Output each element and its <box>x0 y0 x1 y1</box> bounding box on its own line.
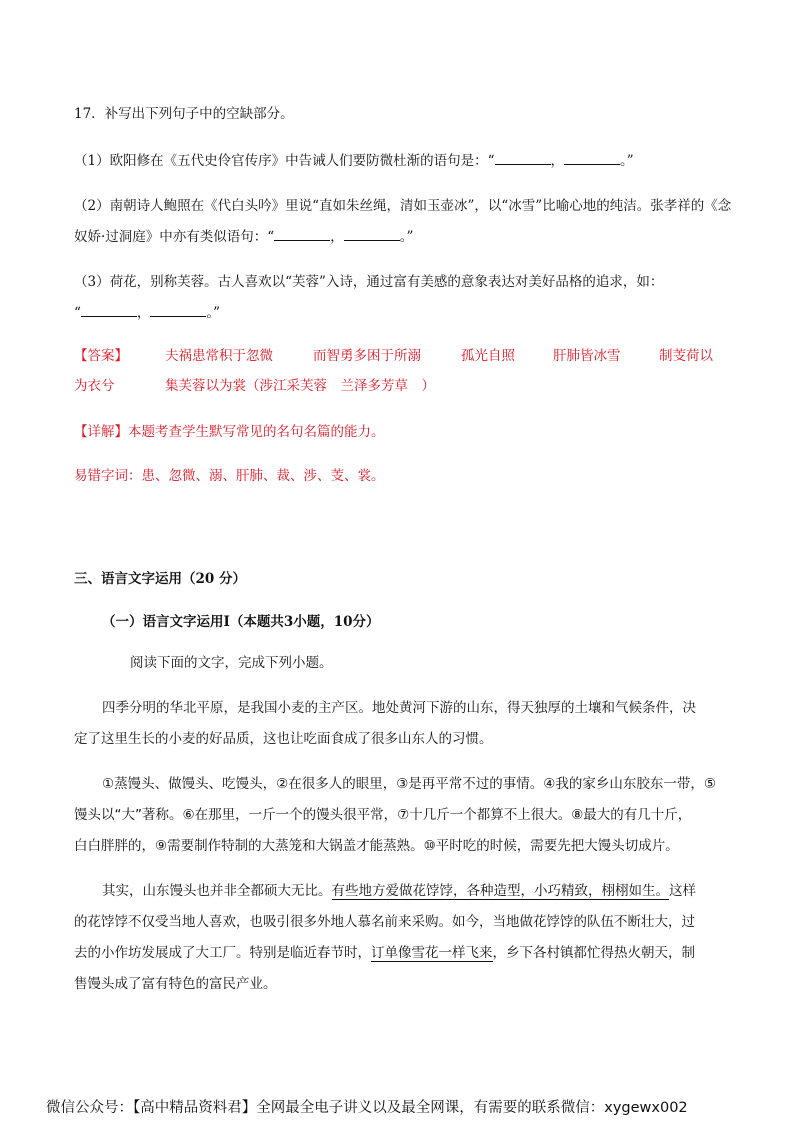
section-3-instruction: 阅读下面的文字，完成下列小题。 <box>130 655 333 671</box>
item-2-text: 奴娇·过洞庭》中亦有类似语句：“ <box>74 229 275 245</box>
question-17-item-2-line-1: （2）南朝诗人鲍照在《代白头吟》里说“直如朱丝绳，清如玉壶冰”，以“冰雪”比喻心地的纯洁。张孝祥的《念 <box>74 198 732 214</box>
comma: ， <box>550 153 564 169</box>
p3-text-a: 其实，山东馒头也并非全都硕大无比。 <box>102 883 332 899</box>
answer-label: 【答案】 <box>74 348 128 364</box>
passage-p1-line-2: 定了这里生长的小麦的好品质，这也让吃面食成了很多山东人的习惯。 <box>74 731 493 747</box>
passage-p3-line-1 <box>102 881 696 901</box>
question-17-item-2-line-2 <box>74 226 413 247</box>
passage-p2-line-1: ①蒸馒头、做馒头、吃馒头，②在很多人的眼里，③是再平常不过的事情。④我的家乡山东胶东一带，⑤ <box>102 776 717 792</box>
passage-p3-line-4: 售馒头成了富有特色的富民产业。 <box>74 976 277 992</box>
answer-line-2-b: 集芙蓉以为裳（涉江采芙蓉 兰泽多芳草 ） <box>165 378 435 394</box>
footer-watermark: 微信公众号：【高中精品资料君】全网最全电子讲义以及最全网课，有需要的联系微信：xygewx002 <box>46 1100 688 1116</box>
passage-p3-line-2: 的花饽饽不仅受当地人喜欢，也吸引很多外地人慕名前来采购。如今，当地做花饽饽的队伍不断壮大，过 <box>74 914 695 930</box>
answer-item-1: 夫祸患常积于忽微 <box>165 348 273 364</box>
answer-line-1 <box>74 346 128 366</box>
underlined-sentence: 有些地方爱做花饽饽，各种造型，小巧精致，栩栩如生。 <box>331 883 669 899</box>
fill-blank <box>150 302 206 317</box>
question-17-title: 17．补写出下列句子中的空缺部分。 <box>74 106 294 122</box>
quote-end: 。” <box>206 305 221 321</box>
p3-text-b: 这样 <box>669 883 696 899</box>
answer-item-5: 制芰荷以 <box>659 348 713 364</box>
passage-p2-line-2: 馒头以“大”著称。⑥在那里，一斤一个的馒头很平常，⑦十几斤一个都算不上很大。⑧最大的有几十斤， <box>74 807 692 823</box>
p3-text-c: 去的小作坊发展成了大工厂。特别是临近春节时， <box>74 945 371 961</box>
section-3-subtitle: （一）语言文字运用Ⅰ（本题共3小题，10分） <box>102 614 380 630</box>
comma: ， <box>136 305 151 321</box>
detail-line <box>74 422 385 442</box>
fill-blank <box>495 150 551 165</box>
detail-text: 本题考查学生默写常见的名句名篇的能力。 <box>128 424 385 440</box>
answer-item-2: 而智勇多困于所溺 <box>313 348 421 364</box>
quote-end: 。” <box>620 153 634 169</box>
fill-blank <box>274 226 330 241</box>
quote-open: “ <box>74 305 81 321</box>
question-17-item-1 <box>74 150 634 171</box>
fill-blank <box>564 150 620 165</box>
underlined-phrase: 订单像雪花一样飞来 <box>371 945 493 961</box>
question-17-item-3-line-2 <box>74 302 220 323</box>
quote-end: 。” <box>399 229 414 245</box>
answer-item-3: 孤光自照 <box>461 348 515 364</box>
section-3-title: 三、语言文字运用（20 分） <box>74 571 246 587</box>
detail-label: 【详解】 <box>74 424 128 440</box>
answer-line-2-a: 为衣兮 <box>74 378 115 394</box>
fill-blank <box>344 226 400 241</box>
passage-p2-line-3: 白白胖胖的，⑨需要制作特制的大蒸笼和大锅盖才能蒸熟。⑩平时吃的时候，需要先把大馒头切成片。 <box>74 838 679 854</box>
answer-item-4: 肝肺皆冰雪 <box>553 348 621 364</box>
p3-text-d: ，乡下各村镇都忙得热火朝天，制 <box>492 945 695 961</box>
comma: ， <box>330 229 344 245</box>
question-17-item-3-line-1: （3）荷花，别称芙蓉。古人喜欢以“芙蓉”入诗，通过富有美感的意象表达对美好品格的追求，如： <box>74 274 664 290</box>
item-1-text: （1）欧阳修在《五代史伶官传序》中告诫人们要防微杜渐的语句是：“ <box>74 153 495 169</box>
passage-p1-line-1: 四季分明的华北平原，是我国小麦的主产区。地处黄河下游的山东，得天独厚的土壤和气候条件，决 <box>102 700 696 716</box>
passage-p3-line-3 <box>74 943 695 963</box>
typo-words: 易错字词：患、忽微、溺、肝肺、裁、涉、芰、裳。 <box>74 468 385 484</box>
fill-blank <box>81 302 137 317</box>
